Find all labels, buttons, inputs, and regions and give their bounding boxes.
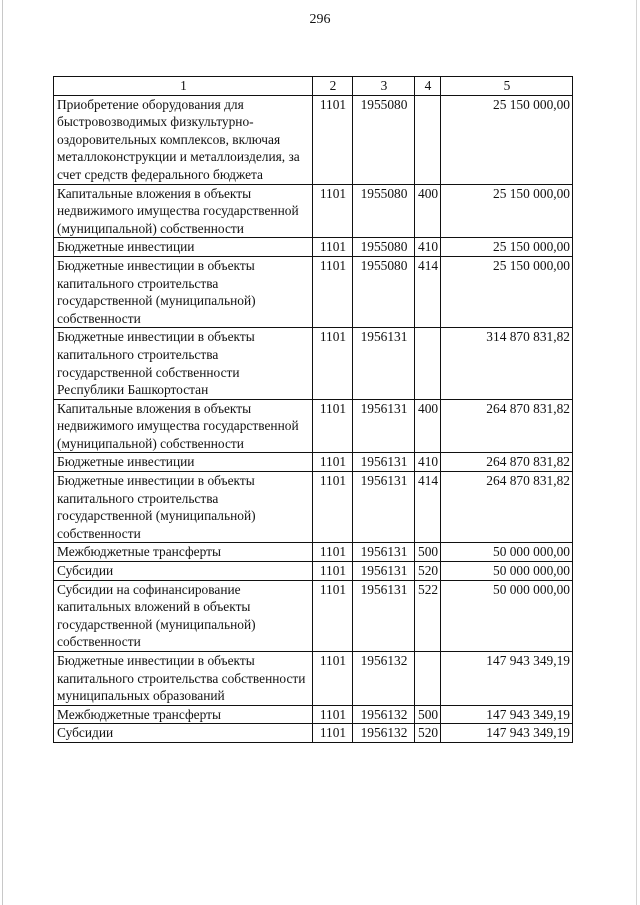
row-type-code: 410 [415, 453, 441, 472]
row-amount: 25 150 000,00 [441, 184, 573, 238]
row-amount: 147 943 349,19 [441, 652, 573, 706]
table-body [54, 95, 573, 742]
row-name: Капитальные вложения в объекты недвижимого имущества государственной (муниципальной) собственности [54, 184, 313, 238]
row-section-code: 1101 [313, 724, 353, 743]
budget-table [53, 76, 573, 743]
row-section-code: 1101 [313, 652, 353, 706]
row-section-code: 1101 [313, 472, 353, 543]
row-name: Капитальные вложения в объекты недвижимого имущества государственной (муниципальной) собственности [54, 399, 313, 453]
table-row [54, 652, 573, 706]
row-target-code: 1955080 [353, 95, 415, 184]
table-row [54, 328, 573, 399]
row-target-code: 1956131 [353, 472, 415, 543]
table-row [54, 562, 573, 581]
table-row [54, 184, 573, 238]
table-row [54, 95, 573, 184]
row-name: Межбюджетные трансферты [54, 543, 313, 562]
row-type-code: 410 [415, 238, 441, 257]
row-name: Субсидии [54, 724, 313, 743]
table-row [54, 256, 573, 327]
column-header-5: 5 [441, 77, 573, 96]
row-type-code: 520 [415, 724, 441, 743]
row-type-code: 414 [415, 256, 441, 327]
row-amount: 314 870 831,82 [441, 328, 573, 399]
row-type-code [415, 652, 441, 706]
row-target-code: 1956131 [353, 562, 415, 581]
row-target-code: 1955080 [353, 184, 415, 238]
row-name: Бюджетные инвестиции в объекты капитального строительства государственной собственности Республики Башкортостан [54, 328, 313, 399]
row-target-code: 1956132 [353, 724, 415, 743]
row-section-code: 1101 [313, 399, 353, 453]
row-section-code: 1101 [313, 580, 353, 651]
table-row [54, 399, 573, 453]
row-amount: 50 000 000,00 [441, 562, 573, 581]
row-amount: 264 870 831,82 [441, 472, 573, 543]
row-name: Бюджетные инвестиции [54, 453, 313, 472]
table-row [54, 580, 573, 651]
row-amount: 147 943 349,19 [441, 724, 573, 743]
column-header-3: 3 [353, 77, 415, 96]
column-header-4: 4 [415, 77, 441, 96]
table-row [54, 453, 573, 472]
row-amount: 264 870 831,82 [441, 453, 573, 472]
row-target-code: 1955080 [353, 256, 415, 327]
table-row [54, 543, 573, 562]
row-name: Бюджетные инвестиции [54, 238, 313, 257]
row-section-code: 1101 [313, 95, 353, 184]
row-amount: 25 150 000,00 [441, 256, 573, 327]
row-target-code: 1956131 [353, 580, 415, 651]
row-section-code: 1101 [313, 256, 353, 327]
row-target-code: 1956132 [353, 705, 415, 724]
row-type-code: 500 [415, 543, 441, 562]
row-type-code: 522 [415, 580, 441, 651]
row-section-code: 1101 [313, 328, 353, 399]
scan-edge-right [636, 0, 637, 905]
row-amount: 25 150 000,00 [441, 95, 573, 184]
row-name: Бюджетные инвестиции в объекты капитального строительства государственной (муниципальной) собственности [54, 472, 313, 543]
row-type-code: 520 [415, 562, 441, 581]
row-target-code: 1956131 [353, 543, 415, 562]
column-header-2: 2 [313, 77, 353, 96]
row-section-code: 1101 [313, 453, 353, 472]
row-type-code [415, 95, 441, 184]
row-amount: 50 000 000,00 [441, 543, 573, 562]
row-amount: 147 943 349,19 [441, 705, 573, 724]
row-section-code: 1101 [313, 562, 353, 581]
row-type-code [415, 328, 441, 399]
row-name: Бюджетные инвестиции в объекты капитального строительства собственности муниципальных образований [54, 652, 313, 706]
table-header-row [54, 77, 573, 96]
row-type-code: 414 [415, 472, 441, 543]
row-type-code: 400 [415, 399, 441, 453]
table-row [54, 472, 573, 543]
scan-edge-left [2, 0, 3, 905]
row-name: Межбюджетные трансферты [54, 705, 313, 724]
row-section-code: 1101 [313, 543, 353, 562]
row-amount: 50 000 000,00 [441, 580, 573, 651]
table-row [54, 705, 573, 724]
row-section-code: 1101 [313, 184, 353, 238]
row-amount: 264 870 831,82 [441, 399, 573, 453]
row-name: Субсидии на софинансирование капитальных вложений в объекты государственной (муниципальной) собственности [54, 580, 313, 651]
row-amount: 25 150 000,00 [441, 238, 573, 257]
row-section-code: 1101 [313, 705, 353, 724]
row-type-code: 500 [415, 705, 441, 724]
row-name: Приобретение оборудования для быстровозводимых физкультурно-оздоровительных комплексов, включая металлоконструкции и металлоизделия, за счет средств федерального бюджета [54, 95, 313, 184]
row-target-code: 1955080 [353, 238, 415, 257]
column-header-1: 1 [54, 77, 313, 96]
row-name: Субсидии [54, 562, 313, 581]
table-row [54, 724, 573, 743]
row-type-code: 400 [415, 184, 441, 238]
row-section-code: 1101 [313, 238, 353, 257]
row-target-code: 1956131 [353, 399, 415, 453]
row-target-code: 1956131 [353, 328, 415, 399]
row-target-code: 1956132 [353, 652, 415, 706]
table-row [54, 238, 573, 257]
page-number: 296 [309, 12, 331, 27]
row-name: Бюджетные инвестиции в объекты капитального строительства государственной (муниципальной) собственности [54, 256, 313, 327]
row-target-code: 1956131 [353, 453, 415, 472]
